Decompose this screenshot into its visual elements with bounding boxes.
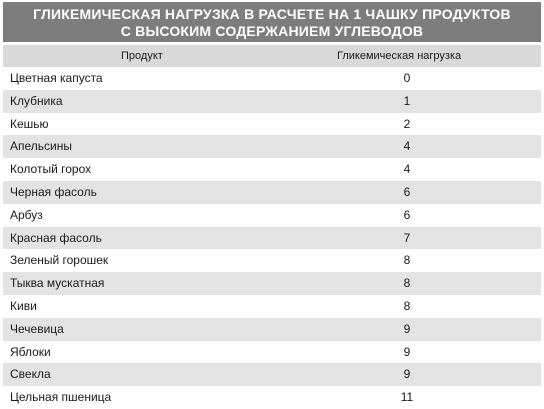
column-header-product: Продукт bbox=[121, 50, 163, 62]
glycemic-load-cell: 9 bbox=[403, 344, 411, 359]
table-row bbox=[3, 249, 541, 272]
glycemic-load-cell: 9 bbox=[403, 367, 411, 382]
table-row bbox=[3, 272, 541, 295]
product-cell: Кешью bbox=[10, 116, 49, 131]
table-row bbox=[3, 295, 541, 318]
table-row bbox=[3, 386, 541, 409]
glycemic-load-cell: 7 bbox=[403, 230, 411, 245]
glycemic-load-cell: 8 bbox=[403, 276, 411, 291]
product-cell: Колотый горох bbox=[10, 162, 92, 177]
table-row bbox=[3, 204, 541, 227]
table-row bbox=[3, 113, 541, 136]
product-cell: Зеленый горошек bbox=[10, 253, 109, 268]
glycemic-load-cell: 1 bbox=[403, 93, 411, 108]
glycemic-load-cell: 6 bbox=[403, 207, 411, 222]
glycemic-load-cell: 8 bbox=[403, 253, 411, 268]
glycemic-load-cell: 4 bbox=[403, 139, 411, 154]
product-cell: Апельсины bbox=[10, 139, 72, 154]
table-body bbox=[3, 67, 541, 409]
glycemic-load-cell: 6 bbox=[403, 184, 411, 199]
product-cell: Чечевица bbox=[10, 321, 64, 336]
product-cell: Клубника bbox=[10, 93, 63, 108]
product-cell: Цветная капуста bbox=[10, 71, 103, 85]
product-cell: Яблоки bbox=[10, 344, 51, 359]
product-cell: Тыква мускатная bbox=[10, 276, 105, 291]
glycemic-load-cell: 11 bbox=[400, 390, 414, 405]
table-header-row bbox=[3, 45, 541, 67]
table-row bbox=[3, 67, 541, 90]
glycemic-load-cell: 8 bbox=[403, 298, 411, 313]
product-cell: Арбуз bbox=[10, 207, 43, 222]
table-row bbox=[3, 318, 541, 341]
glycemic-load-cell: 9 bbox=[403, 321, 411, 336]
table-row bbox=[3, 341, 541, 364]
table-row bbox=[3, 181, 541, 204]
product-cell: Черная фасоль bbox=[10, 184, 97, 199]
product-cell: Киви bbox=[10, 298, 37, 313]
table-row bbox=[3, 227, 541, 250]
table-row bbox=[3, 363, 541, 386]
table-title-line-2: С ВЫСОКИМ СОДЕРЖАНИЕМ УГЛЕВОДОВ bbox=[120, 23, 424, 39]
glycemic-load-cell: 0 bbox=[403, 71, 411, 85]
product-cell: Красная фасоль bbox=[10, 230, 102, 245]
glycemic-load-cell: 4 bbox=[403, 162, 411, 177]
table-title-line-1: ГЛИКЕМИЧЕСКАЯ НАГРУЗКА В РАСЧЕТЕ НА 1 ЧАШКУ ПРОДУКТОВ bbox=[33, 6, 511, 22]
column-header-glycemic-load: Гликемическая нагрузка bbox=[337, 50, 462, 62]
table-row bbox=[3, 135, 541, 158]
table-row bbox=[3, 158, 541, 181]
product-cell: Свекла bbox=[10, 367, 51, 382]
product-cell: Цельная пшеница bbox=[10, 390, 112, 405]
table-title bbox=[3, 2, 541, 42]
glycemic-load-cell: 2 bbox=[403, 116, 411, 131]
table-row bbox=[3, 90, 541, 113]
